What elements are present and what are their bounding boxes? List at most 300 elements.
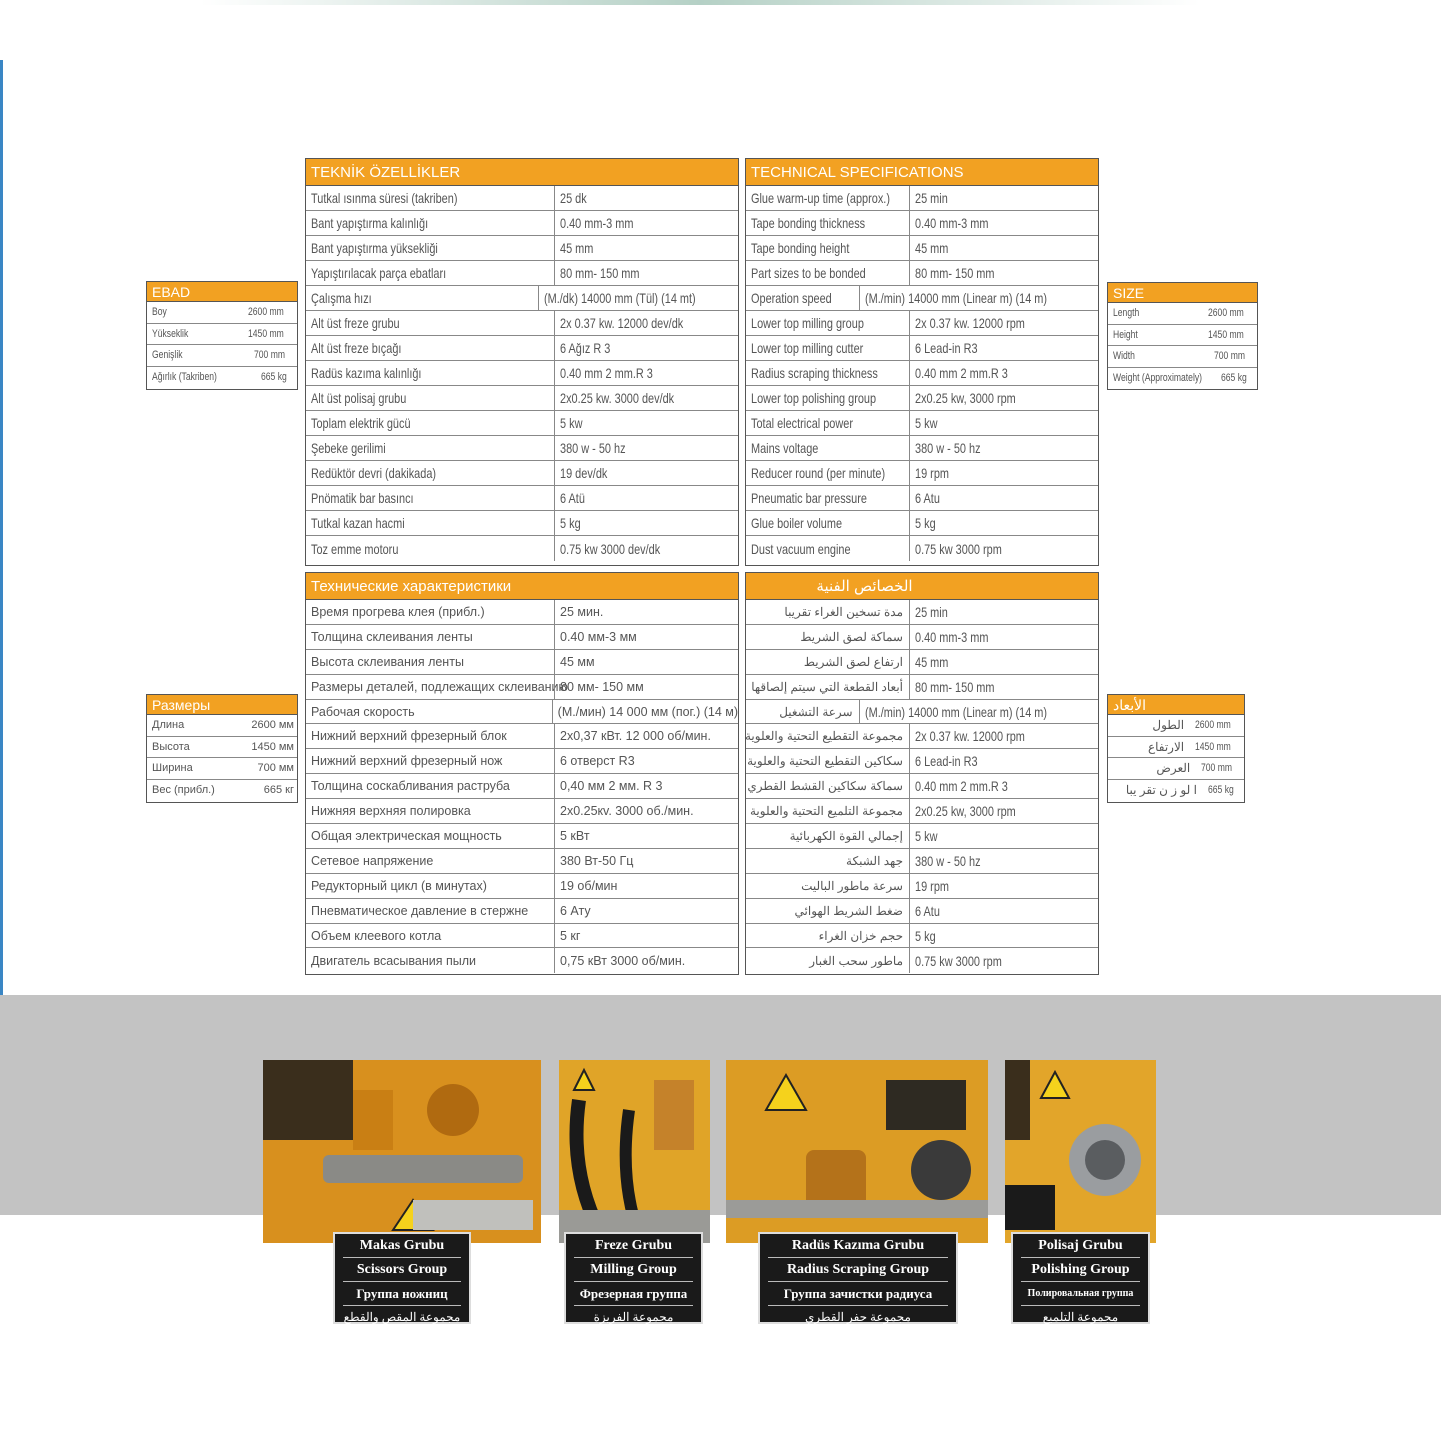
row-value-text: 665 kg [1207,784,1234,797]
row-value-text: 0.40 мм-3 мм [560,629,637,644]
row-value [554,924,738,948]
table-header: TECHNICAL SPECIFICATIONS [746,159,1098,186]
row-label-text: Pnömatik bar basıncı [311,490,414,506]
row-label [746,511,909,535]
row-label-text: Двигатель всасывания пыли [311,953,476,968]
row-value-text: 0.40 mm-3 mm [560,215,634,231]
row-value [909,511,1098,535]
row-value [554,899,738,923]
row-value [554,749,738,773]
row-label [306,386,554,410]
caption-line-ru: Группа зачистки радиуса [768,1282,948,1306]
table-row [306,924,738,949]
row-label [147,737,242,758]
row-value-text: 5 кВт [560,828,590,843]
row-label [746,286,859,310]
row-value [1203,325,1257,346]
row-label [306,675,568,699]
row-label-text: Total electrical power [751,415,853,431]
row-label-text: Length [1113,307,1140,320]
row-value [242,324,297,345]
row-label-text: Объем клеевого котла [311,928,442,943]
row-value-text: 0.75 kw 3000 rpm [915,952,1002,969]
row-label [147,345,242,366]
row-label [306,625,554,649]
caption-radius-scraping-group [758,1232,958,1324]
row-label-text: Толщина склеивания ленты [311,629,473,644]
table-row [147,715,297,737]
row-value-text: 5 kg [560,515,581,531]
table-row [746,849,1098,874]
row-label-text: Alt üst freze grubu [311,315,400,331]
table-row [746,799,1098,824]
row-value [909,849,1098,873]
caption-line-tr: Radüs Kazıma Grubu [768,1234,948,1258]
row-value-text: 2600 mm [1208,307,1244,320]
row-value [554,849,738,873]
row-value-text: 6 Atu [915,490,940,506]
row-label-text: Общая электрическая мощность [311,828,502,843]
table-row [306,361,738,386]
row-value [1190,715,1244,736]
table-row [306,236,738,261]
row-label-text: Вес (прибл.) [152,784,215,797]
polishing-machine-illustration [1005,1060,1156,1243]
row-value-text: 700 mm [1214,350,1246,363]
row-label-text: Нижняя верхняя полировка [311,804,471,819]
row-label [306,186,554,210]
row-label [147,324,242,345]
row-value [554,948,738,973]
milling-machine-illustration [559,1060,710,1243]
row-label-text: Radius scraping thickness [751,365,878,381]
row-label [746,211,909,235]
caption-line-en: Milling Group [574,1258,693,1282]
row-value-text: 80 мм- 150 мм [560,679,644,694]
table-row [746,261,1098,286]
table-row [746,749,1098,774]
row-label-text: Нижний верхний фрезерный блок [311,729,507,744]
table-header: الخصائص الفنية [746,573,1098,600]
table-row [746,536,1098,561]
spec-table-english [745,158,1099,566]
row-value [909,461,1098,485]
row-value [554,261,738,285]
table-row [306,650,738,675]
row-value-text: 1450 mm [248,327,284,340]
row-label-text: جهد الشبكة [846,853,903,868]
row-value-text: 700 mm [1201,762,1233,775]
row-value-text: 700 mm [254,349,286,362]
caption-line-ru: Фрезерная группа [574,1282,693,1306]
row-label-text: Toplam elektrik gücü [311,415,411,431]
row-label [306,486,554,510]
row-value [909,536,1098,561]
row-value [554,799,738,823]
row-label-text: سماكة لصق الشريط [800,629,903,644]
row-value-text: (M./dk) 14000 mm (Tül) (14 mt) [543,290,696,306]
table-row [746,600,1098,625]
row-value [242,715,297,736]
table-row [306,749,738,774]
table-row [746,186,1098,211]
row-value [554,311,738,335]
row-value [909,211,1098,235]
caption-line-tr: Makas Grubu [343,1234,461,1258]
row-value-text: 5 kw [560,415,583,431]
row-label-text: Ширина [152,762,193,775]
row-value [554,511,738,535]
row-value-text: 0.40 mm 2 mm.R 3 [915,365,1008,381]
row-value [538,286,738,310]
row-label [306,261,554,285]
row-value-text: 2x0.25 kw, 3000 rpm [915,803,1016,820]
row-value [909,186,1098,210]
row-label [306,536,554,561]
row-value-text: 6 Atü [560,490,585,506]
row-value-text: 665 кг [263,784,294,797]
size-table-russian [146,694,298,803]
table-row [746,236,1098,261]
row-value-text: 2x 0.37 kw. 12000 rpm [915,315,1025,331]
row-value [242,302,297,323]
row-label-text: ا لو ز ن تقر يبا [1125,783,1197,798]
table-row [746,899,1098,924]
gray-band [0,995,1441,1215]
row-value [554,411,738,435]
row-value-text: 25 min [915,190,948,206]
row-value [909,625,1098,649]
table-row [306,948,738,973]
row-value-text: 380 Вт-50 Гц [560,853,634,868]
row-value-text: 45 mm [915,653,949,670]
row-label [306,749,554,773]
row-label [147,367,242,389]
row-label [147,758,242,779]
caption-line-ar: مجموعة المقص والقطع [343,1310,461,1324]
table-row [746,286,1098,311]
row-label-text: سرعة ماطور الباليت [801,878,903,893]
row-label [306,336,554,360]
left-blue-edge [0,60,3,1000]
caption-line-en: Radius Scraping Group [768,1258,948,1282]
row-label [306,799,554,823]
row-label [306,361,554,385]
row-value-text: 25 min [915,603,948,620]
row-label-text: Нижний верхний фрезерный нож [311,754,503,769]
table-row [306,874,738,899]
table-header: TEKNİK ÖZELLİKLER [306,159,738,186]
row-value-text: (M./min) 14000 mm (Linear m) (14 m) [864,703,1047,720]
table-row [746,675,1098,700]
row-value-text: 380 w - 50 hz [915,440,981,456]
row-label-text: Part sizes to be bonded [751,265,866,281]
row-label-text: Lower top milling cutter [751,340,864,356]
row-value-text: 5 kg [915,927,936,944]
row-label-text: Ağırlık (Takriben) [152,371,217,384]
spec-table-arabic [745,572,1099,975]
row-label-text: Сетевое напряжение [311,853,434,868]
table-row [746,724,1098,749]
row-value [554,536,738,561]
row-label [1108,368,1208,390]
table-row [147,302,297,324]
row-label-text: Alt üst freze bıçağı [311,340,402,356]
row-value [554,625,738,649]
row-value-text: 6 Atu [915,902,940,919]
row-label-text: Рабочая скорость [311,704,415,719]
table-row [306,211,738,236]
table-header: Размеры [147,695,297,715]
table-row [746,948,1098,973]
row-label [306,600,554,624]
spec-table-turkish [305,158,739,566]
table-row [147,780,297,802]
row-value [909,774,1098,798]
row-value-text: 45 mm [915,240,949,256]
row-label-text: ضغط الشريط الهوائي [794,903,903,918]
row-label [306,236,554,260]
row-label-text: Высота склеивания ленты [311,654,464,669]
table-row [1108,346,1257,368]
row-value-text: 45 mm [560,240,594,256]
caption-line-ar: مجموعة الفريزة [593,1310,674,1324]
row-label [746,486,909,510]
table-row [746,874,1098,899]
row-label [746,536,909,561]
table-row [306,411,738,436]
table-row [746,924,1098,949]
caption-line-ar: مجموعة حفر القطري [805,1310,911,1324]
scissors-machine-illustration [263,1060,541,1243]
caption-line-en: Polishing Group [1021,1258,1140,1282]
row-value-text: 2x 0.37 kw. 12000 dev/dk [560,315,684,331]
row-value [909,799,1098,823]
row-value [1190,737,1244,758]
row-label-text: Çalışma hızı [311,290,372,306]
row-value-text: 2x 0.37 kw. 12000 rpm [915,728,1025,745]
table-row [147,367,297,389]
row-label-text: Reducer round (per minute) [751,465,886,481]
caption-scissors-group [333,1232,471,1324]
row-value [859,700,1098,724]
row-value [909,386,1098,410]
row-label [306,650,554,674]
row-value-text: 25 мин. [560,604,604,619]
row-value [909,749,1098,773]
table-row [306,461,738,486]
table-row [1108,325,1257,347]
row-value-text: 1450 mm [1195,740,1231,753]
row-value-text: 6 Lead-in R3 [915,753,978,770]
row-value-text: 1450 мм [251,740,294,753]
table-row [306,675,738,700]
table-row [746,511,1098,536]
top-decor-line [200,0,1200,5]
row-label [306,286,538,310]
row-label-text: Редукторный цикл (в минутах) [311,878,487,893]
row-label-text: Bant yapıştırma kalınlığı [311,215,429,231]
row-label [306,436,554,460]
row-value [554,186,738,210]
row-label [746,261,909,285]
row-value [909,261,1098,285]
row-label-text: Alt üst polisaj grubu [311,390,407,406]
size-table-arabic [1107,694,1245,803]
caption-line-ar: مجموعة التلميع [1042,1310,1119,1324]
row-value [242,780,297,802]
row-value [909,675,1098,699]
row-value-text: 2x0.25кv. 3000 об./мин. [560,804,694,819]
row-label [746,186,909,210]
row-value [242,345,297,366]
row-value [909,924,1098,948]
row-label [746,774,909,798]
row-label-text: سماكة سكاكين القشط القطري [747,779,903,794]
row-label [306,899,554,923]
table-row [306,511,738,536]
row-value [909,361,1098,385]
row-value [909,899,1098,923]
row-label [306,874,554,898]
row-value-text: 80 mm- 150 mm [915,678,995,695]
row-value-text: 2600 мм [251,719,294,732]
row-value [554,486,738,510]
row-label-text: Толщина соскабливания раструба [311,779,510,794]
row-label-text: Height [1113,328,1138,341]
table-row [1108,715,1244,737]
row-label-text: العرض [1156,761,1191,776]
row-value-text: 80 mm- 150 mm [560,265,640,281]
table-row [746,411,1098,436]
row-label-text: Высота [152,740,190,753]
row-label-text: Размеры деталей, подлежащих склеиванию [311,679,568,694]
table-row [746,625,1098,650]
row-value [859,286,1098,310]
table-row [1108,780,1244,802]
row-value-text: 5 kw [915,827,938,844]
row-label-text: Weight (Approximately) [1113,372,1203,385]
row-value-text: 6 Lead-in R3 [915,340,978,356]
table-header: الأبعاد [1108,695,1244,715]
row-value-text: 19 rpm [915,465,949,481]
table-row [746,486,1098,511]
row-value-text: 2x0.25 kw. 3000 dev/dk [560,390,675,406]
table-row [1108,303,1257,325]
table-row [1108,758,1244,780]
row-label [1108,346,1208,367]
row-value-text: (M./min) 14000 mm (Linear m) (14 m) [864,290,1047,306]
table-row [1108,737,1244,759]
table-row [746,436,1098,461]
milling-group-photo [559,1060,710,1243]
row-value [554,650,738,674]
row-value [909,311,1098,335]
row-value [909,336,1098,360]
row-label [746,799,909,823]
row-value [909,650,1098,674]
table-row [306,774,738,799]
row-label-text: حجم خزان الغراء [818,928,903,943]
row-label [147,715,242,736]
row-value [1208,346,1257,367]
row-label [306,311,554,335]
table-row [306,386,738,411]
row-label-text: Lower top polishing group [751,390,877,406]
table-row [306,600,738,625]
table-row [147,345,297,367]
table-row [306,824,738,849]
row-label-text: Şebeke gerilimi [311,440,386,456]
table-row [306,536,738,561]
row-value [554,774,738,798]
row-value [909,600,1098,624]
row-label-text: Genişlik [152,349,183,362]
row-value [242,737,297,758]
row-value-text: 6 отверст R3 [560,754,635,769]
row-label [306,700,552,724]
row-label-text: مدة تسخين الغراء تقريبا [784,604,903,619]
row-value [1196,758,1244,779]
row-label-text: Bant yapıştırma yüksekliği [311,240,438,256]
row-value-text: 5 кг [560,928,581,943]
row-label-text: Dust vacuum engine [751,540,851,557]
table-row [306,849,738,874]
row-value [909,824,1098,848]
row-label [1108,303,1203,324]
row-value [554,824,738,848]
row-label [746,849,909,873]
row-value-text: 700 мм [257,762,294,775]
table-row [746,650,1098,675]
row-value [909,874,1098,898]
table-row [1108,368,1257,390]
row-label [147,302,242,323]
row-value [909,236,1098,260]
table-header: SIZE [1108,283,1257,303]
table-row [147,324,297,346]
row-label-text: Yükseklik [152,327,189,340]
row-label [746,824,909,848]
caption-line-ru: Группа ножниц [343,1282,461,1306]
row-label-text: Tutkal kazan hacmi [311,515,405,531]
caption-line-ru: Полировальная группа [1021,1282,1140,1306]
row-label [746,236,909,260]
row-value-text: 19 dev/dk [560,465,608,481]
row-label-text: إجمالي القوة الكهربائية [789,828,903,843]
row-value [909,436,1098,460]
table-row [746,824,1098,849]
row-label-text: Width [1113,350,1135,363]
row-value [909,486,1098,510]
row-value-text: 0.40 mm 2 mm.R 3 [915,778,1008,795]
row-value-text: 45 мм [560,654,595,669]
row-value-text: 5 kg [915,515,936,531]
row-value-text: 0,40 мм 2 мм. R 3 [560,779,663,794]
row-value-text: 0.75 kw 3000 rpm [915,540,1002,557]
row-label [746,361,909,385]
row-value [554,436,738,460]
table-row [306,899,738,924]
row-value [1203,303,1257,324]
table-row [746,211,1098,236]
row-label [1108,325,1203,346]
row-value [242,367,297,389]
row-value-text: (М./мин) 14 000 мм (пог.) (14 м) [557,704,738,719]
row-label [1108,715,1190,736]
row-label-text: Tutkal ısınma süresi (takriben) [311,190,458,206]
row-value-text: 1450 mm [1208,328,1244,341]
